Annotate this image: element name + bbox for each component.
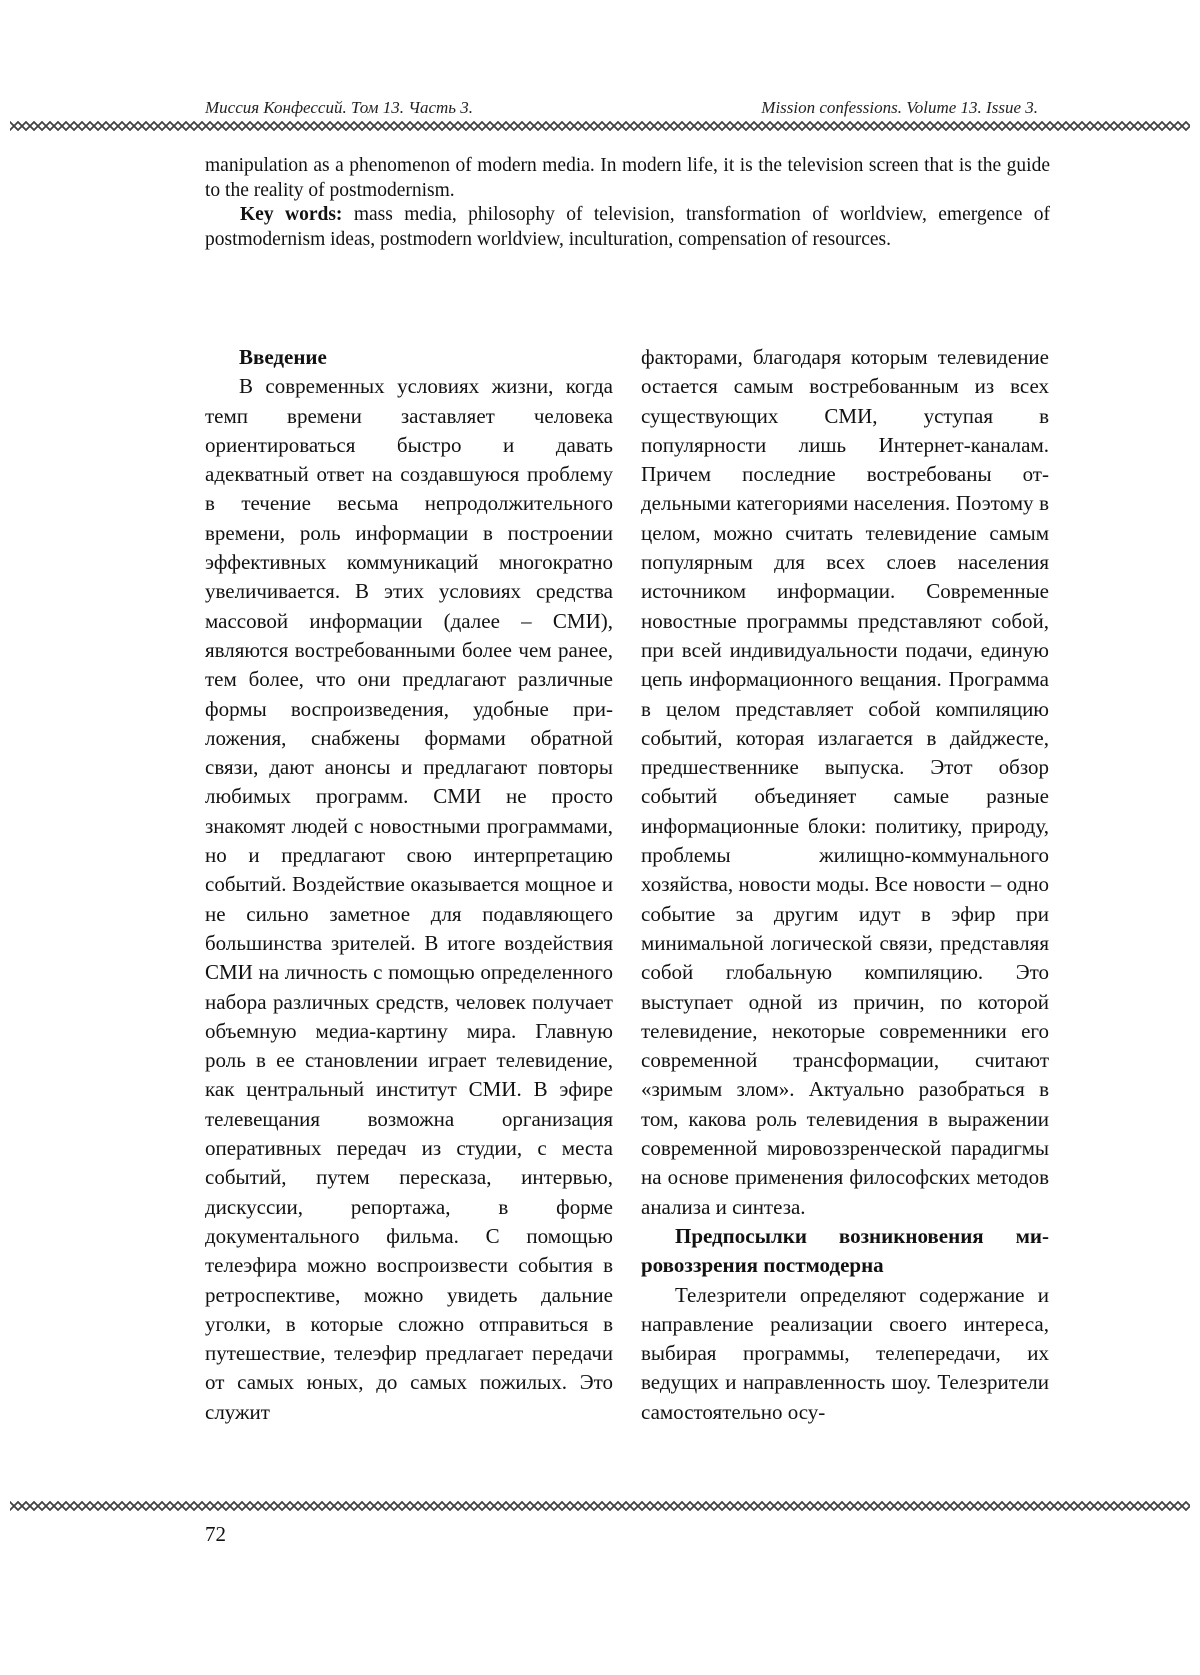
header-journal-title-ru: Миссия Конфессий. Том 13. Часть 3. bbox=[205, 98, 474, 117]
right-column-paragraph: Телезрители определяют содержание и направление реализации своего интереса, выбирая программы, телепередачи, их ведущих и направленность шоу. Телезрители самостоятельно осу- bbox=[641, 1282, 1049, 1424]
section-heading-prerequisites: Предпосылки возникновения мировоззрения постмодерна bbox=[641, 1223, 1049, 1278]
left-column-paragraph: В современных условиях жизни, когда темп времени заставляет человека ориентироваться быстро и давать адекватный ответ на создавшуюся проблему в течение весьма непродолжительного времени, роль информации в построении эффективных коммуникаций многократно увеличивается. В этих условиях средства массовой информации (далее – СМИ), являются востребованными более чем ранее, тем более, что они предлагают различные формы воспроизведения, удобные приложения, снабжены формами обратной связи, дают анонсы и предлагают повторы любимых программ. СМИ не просто знакомят людей с новостными программами, но и предлагают свою интерпретацию событий. Воздействие оказывается мощное и не сильно заметное для подавляющего большинства зрителей. В итоге воздействия СМИ на личность с помощью определенного набора различных средств, человек получает объемную медиа-картину мира. Главную роль в ее становлении играет телевидение, как центральный институт СМИ. В эфире телевещания возможна организация оперативных передач из студии, с места событий, путем пересказа, интервью, дискуссии, репортажа, в форме документального фильма. С помощью телеэфира можно воспроизвести события в ретроспективе, можно увидеть дальние уголки, в которые сложно отправиться в путешествие, телеэфир предлагает передачи от самых юных, до самых пожилых. Это служит bbox=[205, 374, 613, 1424]
page-number: 72 bbox=[205, 1522, 226, 1546]
section-heading-introduction: Введение bbox=[239, 345, 327, 369]
keywords-label: Key words: bbox=[240, 204, 343, 225]
keywords-paragraph bbox=[205, 203, 1050, 252]
abstract-block bbox=[205, 154, 1050, 252]
abstract-text: manipulation as a phenomenon of modern media. In modern life, it is the television screen that is the guide to the reality of postmodernism. bbox=[205, 155, 1050, 201]
right-column bbox=[641, 343, 1049, 1427]
header-journal-title-en: Mission confessions. Volume 13. Issue 3. bbox=[761, 98, 1038, 117]
keywords-text: mass media, philosophy of television, transformation of worldview, emergence of postmodernism ideas, postmodern worldview, inculturation, compensation of resources. bbox=[205, 204, 1050, 250]
bottom-ornament-divider bbox=[10, 1501, 1190, 1511]
top-ornament-divider bbox=[10, 121, 1190, 131]
left-column bbox=[205, 343, 613, 1427]
right-column-continuation: факторами, благодаря которым телевидение остается самым востребованным из всех существующих СМИ, уступая в популярности лишь Интернет-каналам. Причем последние востребованы отдельными категориями населения. Поэтому в целом, можно считать телевидение самым популярным для всех слоев населения источником информации. Современные новостные программы представляют собой, при всей индивидуальности подачи, единую цепь информационного вещания. Программа в целом представляет собой компиляцию событий, которая излагается в дайджесте, предшественнике выпуска. Этот обзор событий объединяет самые разные информационные блоки: политику, природу, проблемы жилищно-коммунального хозяйства, новости моды. Все новости – одно событие за другим идут в эфир при минимальной логической связи, представляя собой глобальную компиляцию. Это выступает одной из причин, по которой телевидение, некоторые современники его современной трансформации, считают «зримым злом». Актуально разобраться в том, какова роль телевидения в выражении современной мировоззренческой парадигмы на основе применения философских методов анализа и синтеза. bbox=[641, 345, 1049, 1219]
